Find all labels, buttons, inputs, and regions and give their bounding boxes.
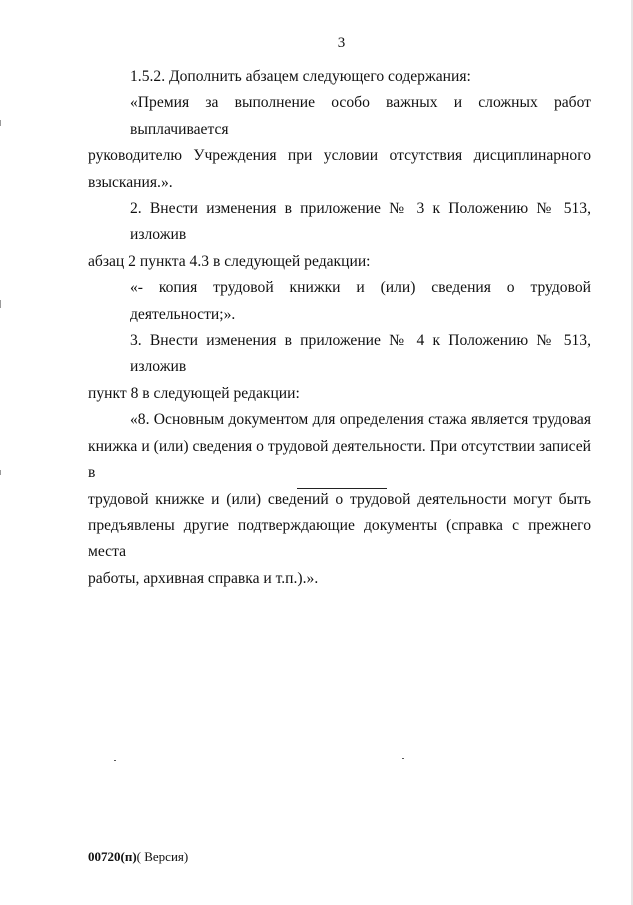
scan-edge-mark [0, 300, 1, 308]
paragraph-line: книжка и (или) сведения о трудовой деятельности. При отсутствии записей в [88, 437, 591, 482]
paragraph-line: «- копия трудовой книжки и (или) сведения о трудовой деятельности;». [130, 279, 591, 323]
paragraph-workbook-copy-quote [88, 275, 591, 328]
paragraph-line: предъявлены другие подтверждающие документы (справка с прежнего места [88, 516, 591, 561]
paragraph-bonus-quote [88, 90, 591, 196]
paragraph-line: пункт 8 в следующей редакции: [88, 384, 300, 402]
document-footer-code [88, 849, 188, 865]
paragraph-item-2 [88, 196, 591, 275]
footer-document-code: 00720(п) [88, 849, 137, 864]
paragraph-line: руководителю Учреждения при условии отсутствия дисциплинарного [88, 147, 591, 165]
end-separator-line [297, 488, 387, 489]
paragraph-line: взыскания.». [88, 173, 173, 191]
paragraph-line: трудовой книжке и (или) сведений о трудовой деятельности могут быть [88, 490, 591, 508]
scan-edge-mark [0, 120, 1, 126]
scan-edge-mark [0, 470, 1, 475]
footer-version-label: ( Версия) [136, 849, 189, 864]
document-body [88, 64, 591, 592]
paragraph-line: «Премия за выполнение особо важных и сложных работ выплачивается [130, 94, 591, 138]
paragraph-line: работы, архивная справка и т.п.).». [88, 569, 319, 587]
paragraph-line: «8. Основным документом для определения стажа является трудовая [130, 411, 591, 429]
paragraph-line: 3. Внести изменения в приложение № 4 к Положению № 513, изложив [130, 332, 591, 376]
paragraph-item-3 [88, 328, 591, 407]
page-number: 3 [337, 35, 346, 51]
paragraph-line: 2. Внести изменения в приложение № 3 к Положению № 513, изложив [130, 200, 591, 244]
paragraph-line: абзац 2 пункта 4.3 в следующей редакции: [88, 252, 371, 270]
paragraph-point-8-quote [88, 407, 591, 592]
scan-speck [402, 758, 404, 759]
paragraph-line: 1.5.2. Дополнить абзацем следующего содержания: [130, 68, 471, 85]
scan-speck [114, 760, 116, 761]
paragraph-1-5-2 [88, 64, 591, 90]
